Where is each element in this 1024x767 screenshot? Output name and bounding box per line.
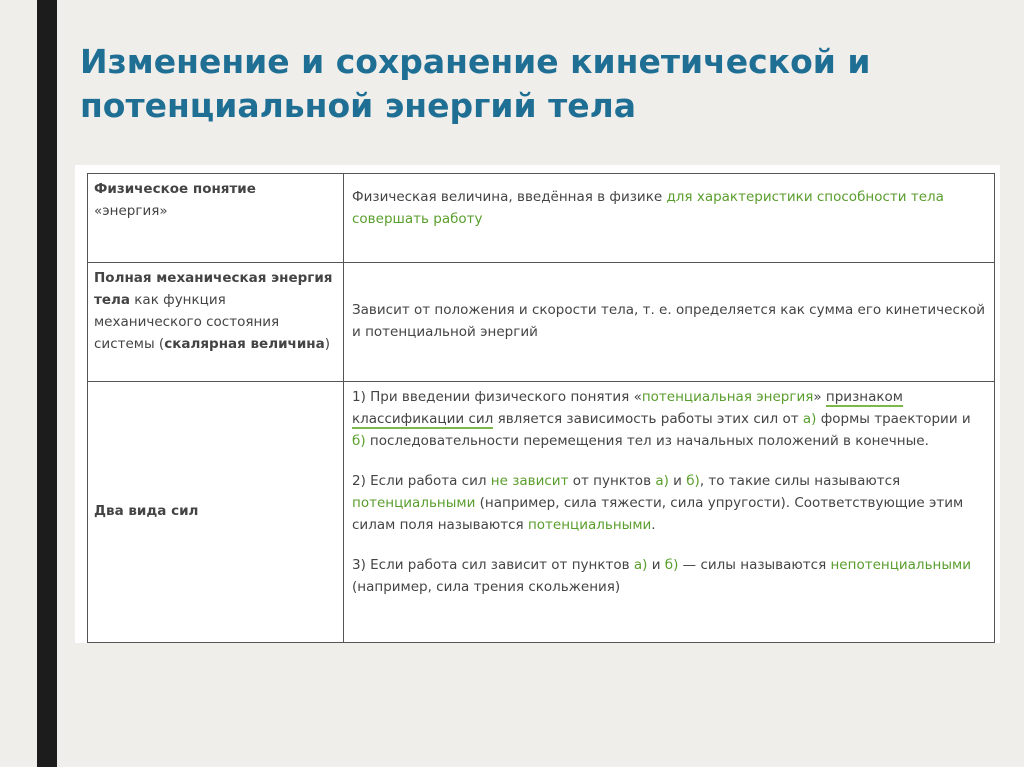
term-cell (88, 382, 344, 643)
definition-highlight: для характеристики способности тела совершать работу (352, 189, 944, 227)
table-row-two-force-types (88, 382, 995, 643)
term-cell-empty (88, 643, 344, 644)
highlight-potential-energy: потенциальная энергия (641, 389, 814, 405)
paragraph-3: 3) Если работа сил зависит от пунктов а) и б) — силы называются непотенциальными (например, сила трения скольжения) (352, 557, 971, 595)
title-line-2: потенциальной энергий тела (80, 86, 637, 125)
term-bold-2: скалярная величина (164, 336, 325, 352)
slide-title (80, 40, 980, 128)
paragraph-2: 2) Если работа сил не зависит от пунктов а) и б), то такие силы называются потенциальными (например, сила тяжести, сила упругости). Соответствующие этим силам поля называются потенциальными. (352, 473, 964, 533)
term-line-1: Физическое понятие (94, 181, 256, 197)
definition-text: Физическая величина, введённая в физике (352, 189, 667, 205)
term-cell (88, 174, 344, 263)
table-image (75, 165, 1000, 643)
energy-table (87, 173, 995, 643)
table-row-mechanical-energy (88, 263, 995, 382)
title-line-1: Изменение и сохранение кинетической и (80, 42, 871, 81)
definition-cell-empty (344, 643, 995, 644)
term-bold-1: Полная механическая энергия тела (94, 270, 333, 308)
term-plain-2: ) (324, 336, 330, 352)
term-text: Два вида сил (94, 503, 199, 519)
term-cell (88, 263, 344, 382)
definition-cell (344, 263, 995, 382)
definition-text: Зависит от положения и скорости тела, т. е. определяется как сумма его кинетической и потенциальной энергий (352, 302, 986, 340)
definition-cell (344, 174, 995, 263)
table-row-cut-off (88, 643, 995, 644)
paragraph-1: 1) При введении физического понятия «потенциальная энергия» признаком классификации сил является зависимость работы этих сил от а) формы траектории и б) последовательности перемещения тел из начальных положений в конечные. (352, 389, 971, 449)
term-line-2: «энергия» (94, 203, 168, 219)
slide-side-bar (37, 0, 57, 767)
table-row-energy-concept (88, 174, 995, 263)
underlined-classification: признаком классификации сил (352, 389, 903, 427)
definition-cell (344, 382, 995, 643)
term-plain-1: как функция механического состояния системы ( (94, 292, 280, 352)
